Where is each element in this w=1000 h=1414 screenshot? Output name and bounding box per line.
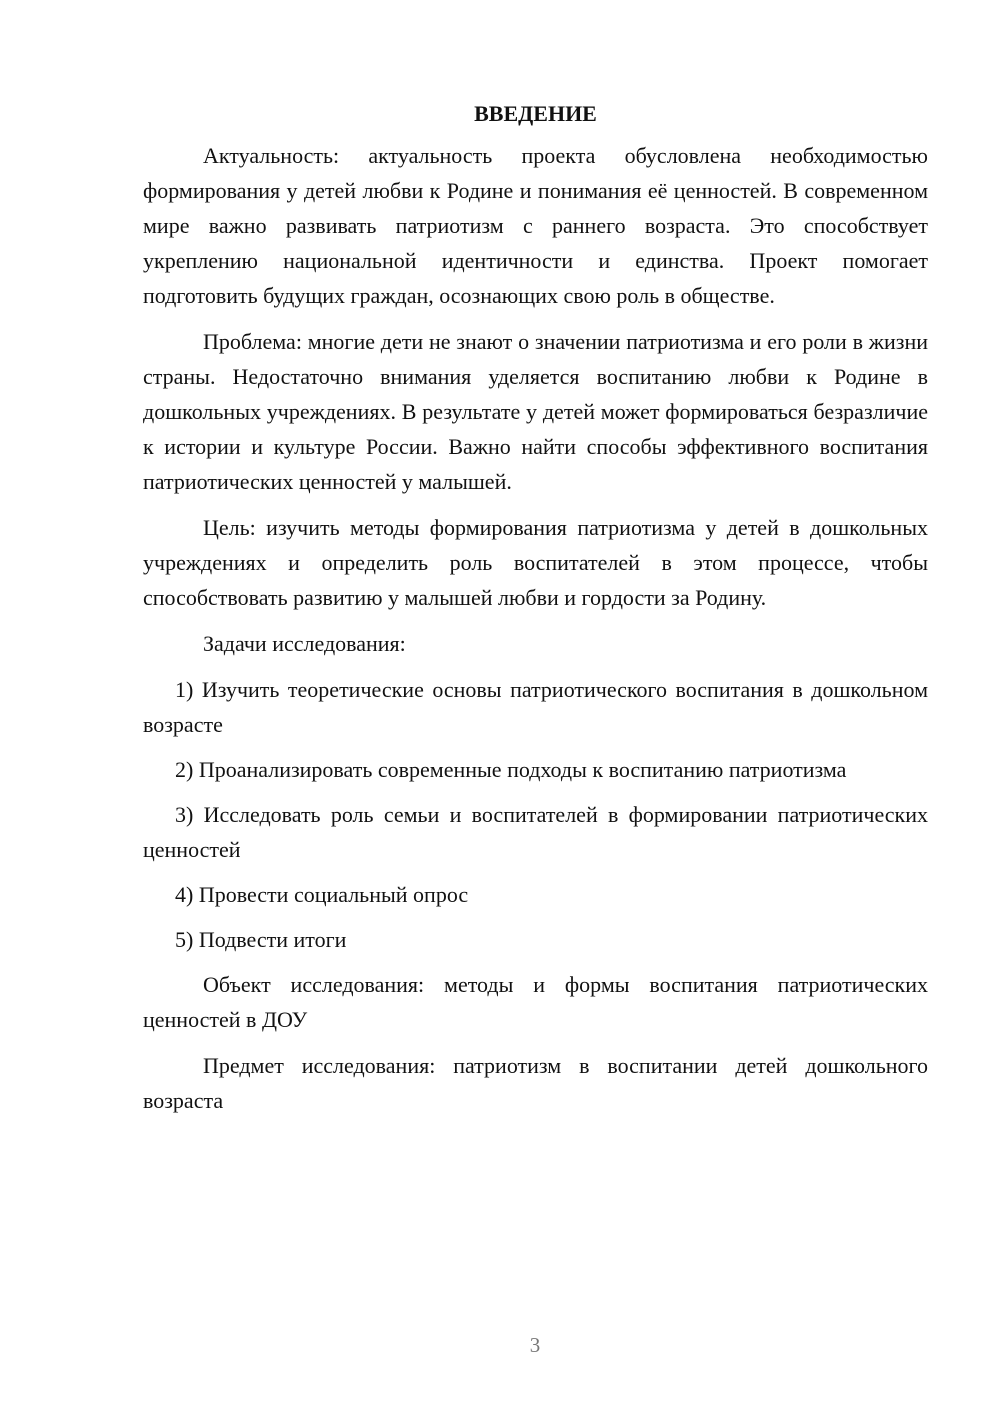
goal-paragraph: Цель: изучить методы формирования патриотизма у детей в дошкольных учреждениях и определить роль воспитателей в этом процессе, чтобы способствовать развитию у малышей любви и гордости за Родину. bbox=[143, 515, 928, 610]
task-item-3: 3) Исследовать роль семьи и воспитателей в формировании патриотических ценностей bbox=[143, 802, 928, 862]
document-page bbox=[143, 96, 928, 1129]
problem-paragraph: Проблема: многие дети не знают о значении патриотизма и его роли в жизни страны. Недостаточно внимания уделяется воспитанию любви к Родине в дошкольных учреждениях. В результате у детей может формироваться безразличие к истории и культуре России. Важно найти способы эффективного воспитания патриотических ценностей у малышей. bbox=[143, 329, 928, 494]
page-title: ВВЕДЕНИЕ bbox=[474, 101, 597, 126]
subject-paragraph: Предмет исследования: патриотизм в воспитании детей дошкольного возраста bbox=[143, 1053, 928, 1113]
task-item-4: 4) Провести социальный опрос bbox=[175, 882, 469, 907]
relevance-paragraph: Актуальность: актуальность проекта обусловлена необходимостью формирования у детей любви к Родине и понимания её ценностей. В современном мире важно развивать патриотизм с раннего возраста. Это способствует укреплению национальной идентичности и единства. Проект помогает подготовить будущих граждан, осознающих свою роль в обществе. bbox=[143, 143, 928, 308]
task-item-1: 1) Изучить теоретические основы патриотического воспитания в дошкольном возрасте bbox=[143, 677, 928, 737]
object-paragraph: Объект исследования: методы и формы воспитания патриотических ценностей в ДОУ bbox=[143, 972, 928, 1032]
tasks-heading: Задачи исследования: bbox=[203, 631, 406, 656]
task-item-2: 2) Проанализировать современные подходы к воспитанию патриотизма bbox=[175, 757, 847, 782]
page-number: 3 bbox=[529, 1333, 541, 1357]
tasks-list bbox=[143, 672, 928, 957]
task-item-5: 5) Подвести итоги bbox=[175, 927, 347, 952]
